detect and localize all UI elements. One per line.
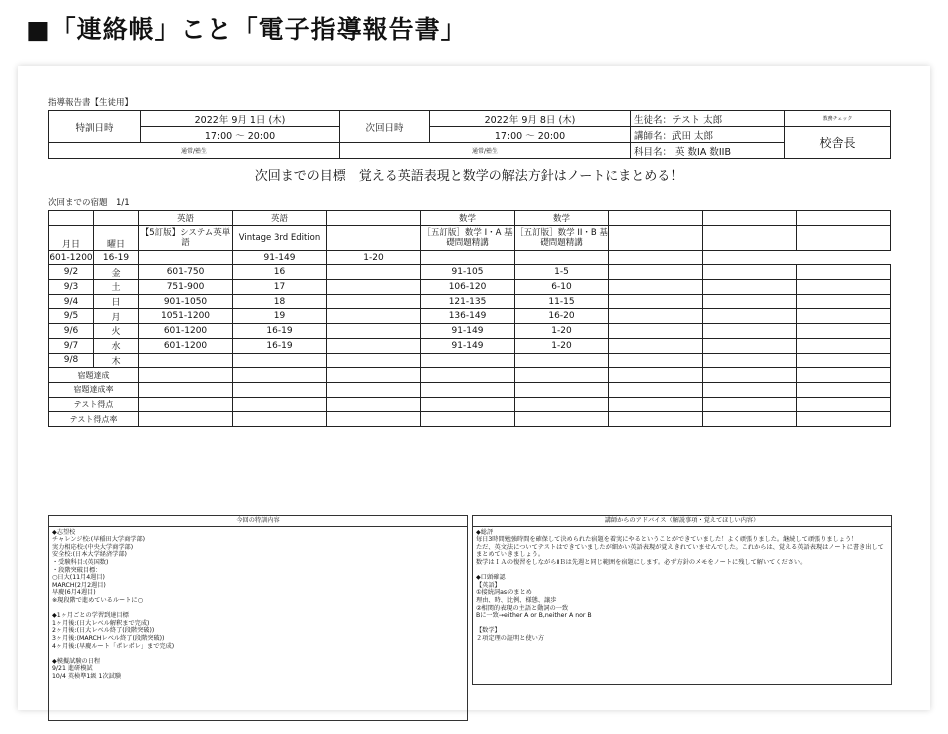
homework-cell bbox=[327, 294, 421, 309]
row-day: 水 bbox=[94, 338, 139, 353]
document-title: 指導報告書【生徒用】 bbox=[48, 98, 134, 108]
summary-cell bbox=[609, 382, 703, 397]
report-document bbox=[48, 96, 890, 680]
homework-cell bbox=[703, 265, 797, 280]
summary-label: テスト得点率 bbox=[49, 412, 139, 427]
homework-cell bbox=[609, 265, 703, 280]
homework-cell: 91-105 bbox=[421, 265, 515, 280]
homework-row bbox=[49, 338, 891, 353]
summary-cell bbox=[703, 397, 797, 412]
summary-cell bbox=[703, 412, 797, 427]
summary-cell bbox=[797, 382, 891, 397]
homework-cell bbox=[233, 353, 327, 368]
row-day: 火 bbox=[94, 324, 139, 339]
textbook-header: ［五訂版］数学 II・B 基礎問題精講 bbox=[515, 225, 609, 250]
homework-cell: 16-19 bbox=[233, 324, 327, 339]
homework-cell: 18 bbox=[233, 294, 327, 309]
subject-header: 数学 bbox=[421, 211, 515, 226]
summary-cell bbox=[327, 368, 421, 383]
schedule-header-table bbox=[48, 110, 891, 159]
homework-cell: 16 bbox=[233, 265, 327, 280]
summary-cell bbox=[421, 368, 515, 383]
summary-cell bbox=[515, 412, 609, 427]
summary-cell bbox=[327, 382, 421, 397]
lesson-content-body: ◆志望校 チャレンジ校:(早稲田大学商学部) 実力相応校:(中央大学商学部) 安全校:(日本大学経済学部) ・受験科目:(英国数) ・段階突破目標： ○日大(11月4週目) MARCH(2月2週目) 早慶(6月4週目) ※現段階で進めているルートに○ ◆1ヶ月ごとの学習到達目標 1ヶ月後:(日大レベル解釈まで完成) 2ヶ月後:(日大レベル終了(段階突破)) 3ヶ月後:(MARCHレベル終了(段階突破)) 4ヶ月後:(早慶ルート「ポレポレ」まで完成) ◆模擬試験の日程 9/21 進研模試 10/4 英検準1級 1次試験 bbox=[52, 528, 175, 680]
homework-cell bbox=[327, 265, 421, 280]
next-goal: 次回までの目標 覚える英語表現と数学の解法方針はノートにまとめる！ bbox=[254, 169, 684, 184]
summary-cell bbox=[327, 397, 421, 412]
row-date: 9/7 bbox=[49, 338, 94, 353]
homework-cell bbox=[327, 353, 421, 368]
summary-cell bbox=[233, 397, 327, 412]
subject-names: 科目名： 英 数IA 数IIB bbox=[631, 143, 785, 159]
session-date: 2022年 9月 1日 (木) bbox=[141, 111, 340, 127]
textbook-header bbox=[703, 225, 797, 250]
homework-row bbox=[49, 250, 891, 265]
homework-row bbox=[49, 309, 891, 324]
summary-cell bbox=[515, 382, 609, 397]
homework-cell: 1-20 bbox=[327, 250, 421, 265]
row-day: 金 bbox=[94, 265, 139, 280]
homework-cell: 16-20 bbox=[515, 309, 609, 324]
homework-table bbox=[48, 210, 891, 427]
homework-cell: 91-149 bbox=[421, 324, 515, 339]
summary-cell bbox=[139, 412, 233, 427]
row-date: 9/2 bbox=[49, 265, 94, 280]
homework-cell: 121-135 bbox=[421, 294, 515, 309]
next-session-type: 通常/塾生 bbox=[340, 143, 631, 159]
summary-cell bbox=[609, 412, 703, 427]
summary-cell bbox=[515, 368, 609, 383]
row-day: 土 bbox=[94, 280, 139, 295]
day-column-header bbox=[94, 225, 139, 250]
homework-cell bbox=[797, 338, 891, 353]
summary-cell bbox=[609, 368, 703, 383]
row-date: 9/6 bbox=[49, 324, 94, 339]
next-session-time: 17:00 ～ 20:00 bbox=[430, 127, 631, 143]
homework-cell bbox=[327, 280, 421, 295]
homework-cell bbox=[703, 338, 797, 353]
summary-cell bbox=[139, 397, 233, 412]
homework-row bbox=[49, 353, 891, 368]
summary-cell bbox=[703, 368, 797, 383]
homework-cell bbox=[609, 324, 703, 339]
summary-cell bbox=[797, 397, 891, 412]
advice-body: ◆総評 毎日3時間勉強時間を確保して決められた宿題を着実にやるということができていました！よく頑張りました。継続して頑張りましょう！ ただ、英文法についてテストはできていましたが細かい英語表現が覚えきれていませんでした。これからは、覚える英語表現はノートに書き出してまとめていきましょう。 数学はＩＡの復習をしながらⅡＢは先週と同じ範囲を宿題にします。必ず方針のメモをノートに残して解いてください。 ◆口頭確認 【英語】 ①接続詞asのまとめ 理由、時、比例、様態、譲歩 ②相関的表現の主語と動詞の一致 Bに一致→either A or B,neither A nor B 【数学】 ２項定理の証明と使い方 bbox=[476, 528, 884, 642]
homework-cell: 91-149 bbox=[421, 338, 515, 353]
homework-row bbox=[49, 294, 891, 309]
homework-cell: 17 bbox=[233, 280, 327, 295]
homework-cell: 16-19 bbox=[94, 250, 139, 265]
homework-row bbox=[49, 280, 891, 295]
homework-cell bbox=[609, 309, 703, 324]
homework-cell bbox=[703, 353, 797, 368]
homework-row bbox=[49, 324, 891, 339]
homework-cell bbox=[421, 250, 515, 265]
homework-cell: 136-149 bbox=[421, 309, 515, 324]
summary-cell bbox=[703, 382, 797, 397]
next-session-date: 2022年 9月 8日 (木) bbox=[430, 111, 631, 127]
subject-header: 数学 bbox=[515, 211, 609, 226]
homework-cell: 1-5 bbox=[515, 265, 609, 280]
homework-cell bbox=[421, 353, 515, 368]
homework-cell bbox=[797, 324, 891, 339]
summary-cell bbox=[233, 412, 327, 427]
summary-label: 宿題達成率 bbox=[49, 382, 139, 397]
date-column-header bbox=[49, 225, 94, 250]
report-card bbox=[18, 66, 930, 710]
summary-cell bbox=[233, 382, 327, 397]
summary-cell bbox=[515, 397, 609, 412]
homework-cell bbox=[797, 294, 891, 309]
date-header-text: 月日 bbox=[61, 239, 80, 250]
homework-cell bbox=[797, 265, 891, 280]
teacher-name: 講師名：武田 太郎 bbox=[631, 127, 785, 143]
homework-cell bbox=[797, 353, 891, 368]
homework-cell: 601-1200 bbox=[139, 324, 233, 339]
subject-header bbox=[703, 211, 797, 226]
homework-cell bbox=[609, 353, 703, 368]
summary-cell bbox=[139, 382, 233, 397]
homework-cell bbox=[139, 353, 233, 368]
lesson-content-panel bbox=[48, 515, 468, 721]
summary-cell bbox=[609, 397, 703, 412]
homework-cell: 6-10 bbox=[515, 280, 609, 295]
principal-label: 校舎長 bbox=[785, 127, 891, 159]
homework-cell bbox=[327, 324, 421, 339]
homework-cell: 751-900 bbox=[139, 280, 233, 295]
page-heading: ■「連絡帳」こと「電子指導報告書」 bbox=[26, 15, 467, 44]
office-check-label: 教務チェック bbox=[785, 111, 891, 127]
summary-label: 宿題達成 bbox=[49, 368, 139, 383]
homework-cell bbox=[797, 309, 891, 324]
homework-cell bbox=[703, 280, 797, 295]
special-session-label: 特訓日時 bbox=[49, 111, 141, 143]
next-session-label: 次回日時 bbox=[340, 111, 430, 143]
summary-cell bbox=[797, 368, 891, 383]
textbook-header bbox=[327, 225, 421, 250]
homework-cell bbox=[327, 309, 421, 324]
homework-cell bbox=[703, 309, 797, 324]
summary-row bbox=[49, 382, 891, 397]
row-date: 9/5 bbox=[49, 309, 94, 324]
summary-cell bbox=[421, 397, 515, 412]
textbook-header: Vintage 3rd Edition bbox=[233, 225, 327, 250]
homework-cell bbox=[703, 324, 797, 339]
homework-cell bbox=[515, 353, 609, 368]
advice-title: 講師からのアドバイス（解説事項・覚えてほしい内容） bbox=[473, 516, 891, 527]
row-day: 月 bbox=[94, 309, 139, 324]
summary-cell bbox=[233, 368, 327, 383]
row-day: 日 bbox=[94, 294, 139, 309]
homework-cell: 601-1200 bbox=[49, 250, 94, 265]
blank-cell bbox=[49, 211, 94, 226]
advice-panel bbox=[472, 515, 892, 685]
textbook-header: ［五訂版］数学 I・A 基礎問題精講 bbox=[421, 225, 515, 250]
student-name: 生徒名：テスト 太郎 bbox=[631, 111, 785, 127]
day-header-text: 曜日 bbox=[106, 239, 125, 250]
homework-cell: 19 bbox=[233, 309, 327, 324]
subject-header: 英語 bbox=[233, 211, 327, 226]
summary-label: テスト得点 bbox=[49, 397, 139, 412]
summary-cell bbox=[139, 368, 233, 383]
lesson-content-title: 今回の特訓内容 bbox=[49, 516, 467, 527]
homework-cell bbox=[609, 294, 703, 309]
homework-row bbox=[49, 265, 891, 280]
subject-header bbox=[609, 211, 703, 226]
homework-cell bbox=[327, 338, 421, 353]
row-date: 9/8 bbox=[49, 353, 94, 368]
summary-row bbox=[49, 412, 891, 427]
homework-cell bbox=[703, 294, 797, 309]
subject-header: 英語 bbox=[139, 211, 233, 226]
session-type: 通常/塾生 bbox=[49, 143, 340, 159]
homework-cell: 1-20 bbox=[515, 324, 609, 339]
summary-cell bbox=[421, 382, 515, 397]
homework-cell bbox=[139, 250, 233, 265]
textbook-header: 【5訂版】システム英単語 bbox=[139, 225, 233, 250]
summary-cell bbox=[327, 412, 421, 427]
summary-row bbox=[49, 368, 891, 383]
textbook-header bbox=[797, 225, 891, 250]
row-day: 木 bbox=[94, 353, 139, 368]
row-date: 9/4 bbox=[49, 294, 94, 309]
summary-cell bbox=[421, 412, 515, 427]
homework-cell: 106-120 bbox=[421, 280, 515, 295]
summary-row bbox=[49, 397, 891, 412]
homework-cell: 11-15 bbox=[515, 294, 609, 309]
homework-cell bbox=[515, 250, 609, 265]
subject-header bbox=[797, 211, 891, 226]
textbook-header bbox=[609, 225, 703, 250]
homework-cell: 901-1050 bbox=[139, 294, 233, 309]
homework-cell: 16-19 bbox=[233, 338, 327, 353]
summary-cell bbox=[797, 412, 891, 427]
homework-cell: 91-149 bbox=[233, 250, 327, 265]
row-date: 9/3 bbox=[49, 280, 94, 295]
homework-cell bbox=[609, 280, 703, 295]
blank-cell bbox=[94, 211, 139, 226]
homework-title: 次回までの宿題 1/1 bbox=[48, 198, 130, 208]
homework-cell bbox=[609, 338, 703, 353]
homework-cell bbox=[609, 250, 703, 265]
homework-cell: 601-750 bbox=[139, 265, 233, 280]
homework-cell: 1051-1200 bbox=[139, 309, 233, 324]
subject-header bbox=[327, 211, 421, 226]
homework-cell: 1-20 bbox=[515, 338, 609, 353]
session-time: 17:00 ～ 20:00 bbox=[141, 127, 340, 143]
homework-cell bbox=[797, 280, 891, 295]
homework-cell: 601-1200 bbox=[139, 338, 233, 353]
